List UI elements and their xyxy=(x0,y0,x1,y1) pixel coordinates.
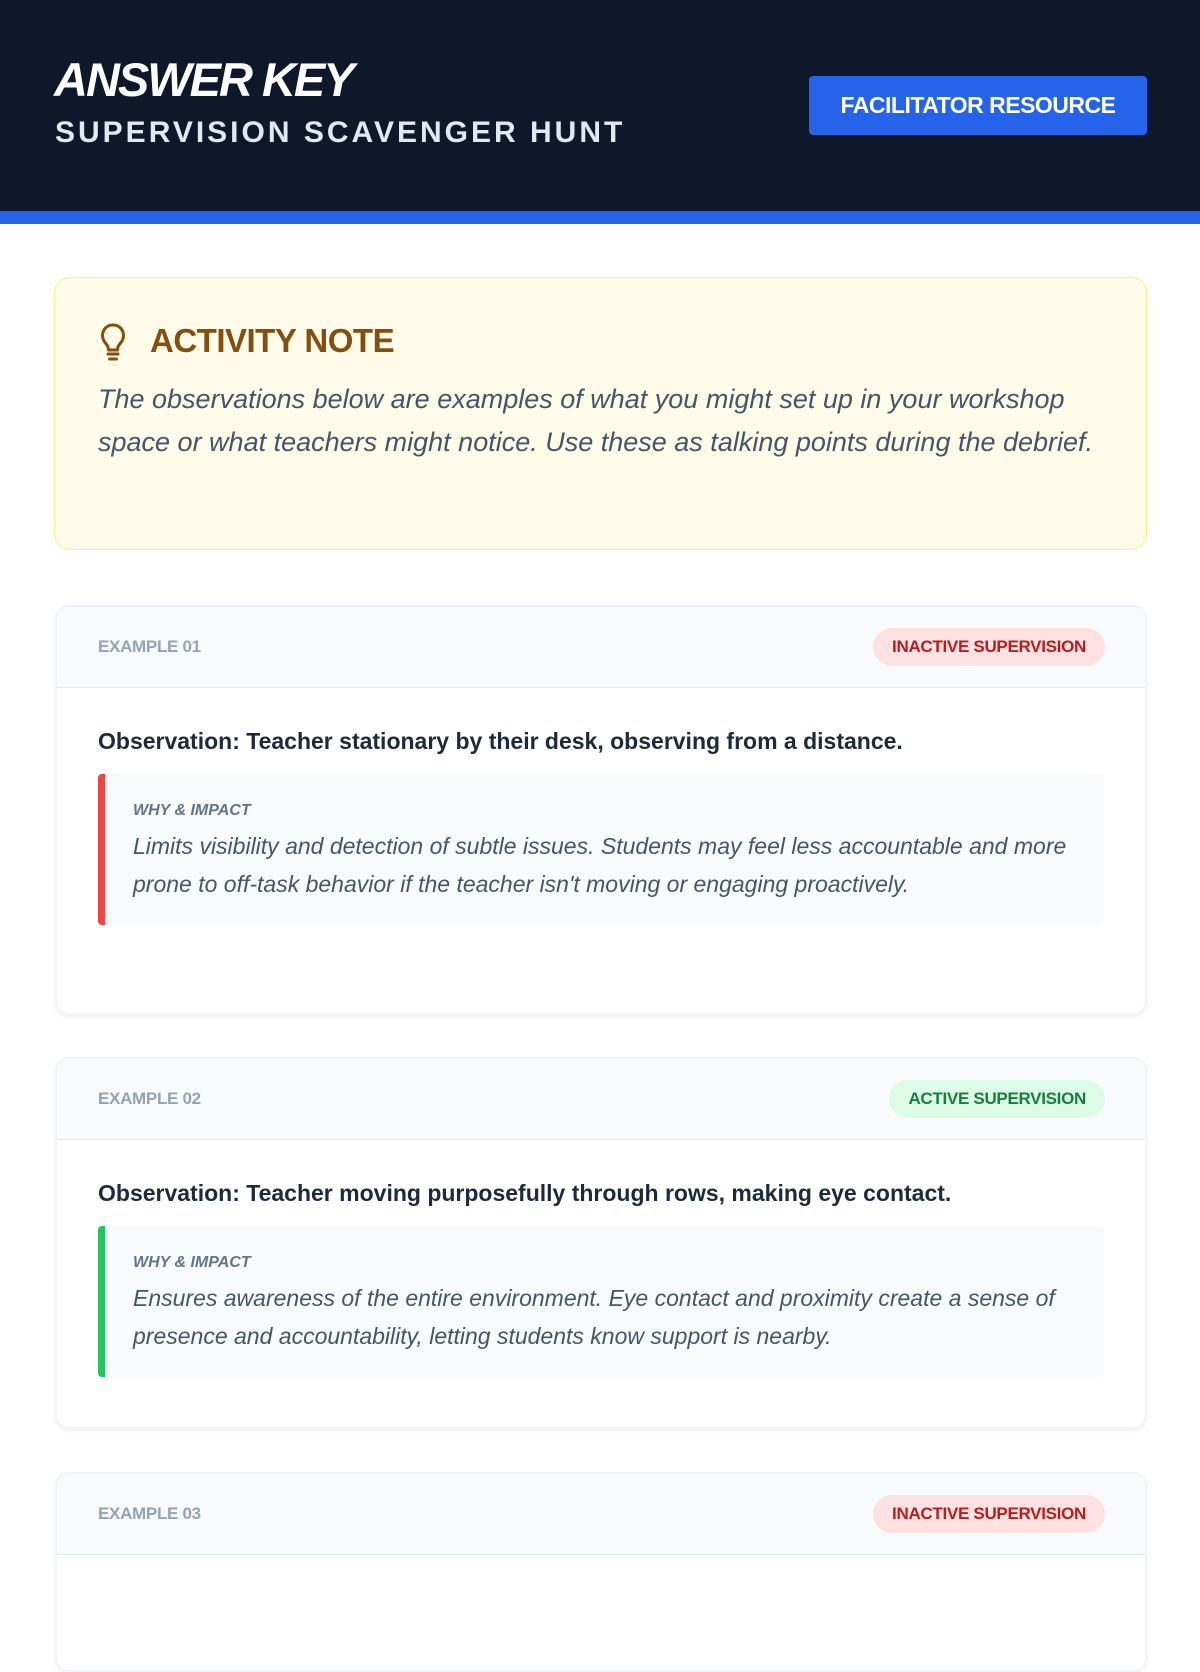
status-badge: INACTIVE SUPERVISION xyxy=(873,628,1105,666)
example-card-header xyxy=(57,1474,1145,1555)
why-impact-text: Limits visibility and detection of subtle issues. Students may feel less accountable and more prone to off-task behavior if the teacher isn't moving or engaging proactively. xyxy=(133,833,1067,897)
example-card-header xyxy=(57,1059,1145,1140)
example-number: EXAMPLE 02 xyxy=(98,1089,201,1108)
activity-note-title: ACTIVITY NOTE xyxy=(150,322,395,359)
why-impact-box xyxy=(98,774,1104,925)
status-badge: ACTIVE SUPERVISION xyxy=(889,1080,1105,1118)
example-card-header xyxy=(57,607,1145,688)
page-header xyxy=(0,0,1200,224)
example-card-01 xyxy=(55,605,1147,1015)
why-impact-text: Ensures awareness of the entire environment. Eye contact and proximity create a sense of presence and accountability, letting students know support is nearby. xyxy=(133,1285,1055,1349)
facilitator-resource-button[interactable]: FACILITATOR RESOURCE xyxy=(809,76,1147,135)
activity-note-text: The observations below are examples of what you might set up in your workshop space or what teachers might notice. Use these as talking points during the debrief. xyxy=(98,384,1094,457)
activity-note xyxy=(54,277,1147,550)
page-title: ANSWER KEY xyxy=(54,53,353,106)
why-impact-box xyxy=(98,1226,1104,1377)
example-number: EXAMPLE 03 xyxy=(98,1504,201,1523)
example-card-03 xyxy=(55,1472,1147,1672)
example-number: EXAMPLE 01 xyxy=(98,637,201,656)
page-subtitle: SUPERVISION SCAVENGER HUNT xyxy=(55,116,626,149)
example-card-02 xyxy=(55,1057,1147,1429)
lightbulb-icon xyxy=(99,322,127,362)
why-impact-label: WHY & IMPACT xyxy=(133,1254,251,1271)
status-badge: INACTIVE SUPERVISION xyxy=(873,1495,1105,1533)
why-impact-label: WHY & IMPACT xyxy=(133,802,251,819)
observation-text: Observation: Teacher moving purposefully through rows, making eye contact. xyxy=(98,1180,952,1206)
observation-text: Observation: Teacher stationary by their desk, observing from a distance. xyxy=(98,728,903,754)
